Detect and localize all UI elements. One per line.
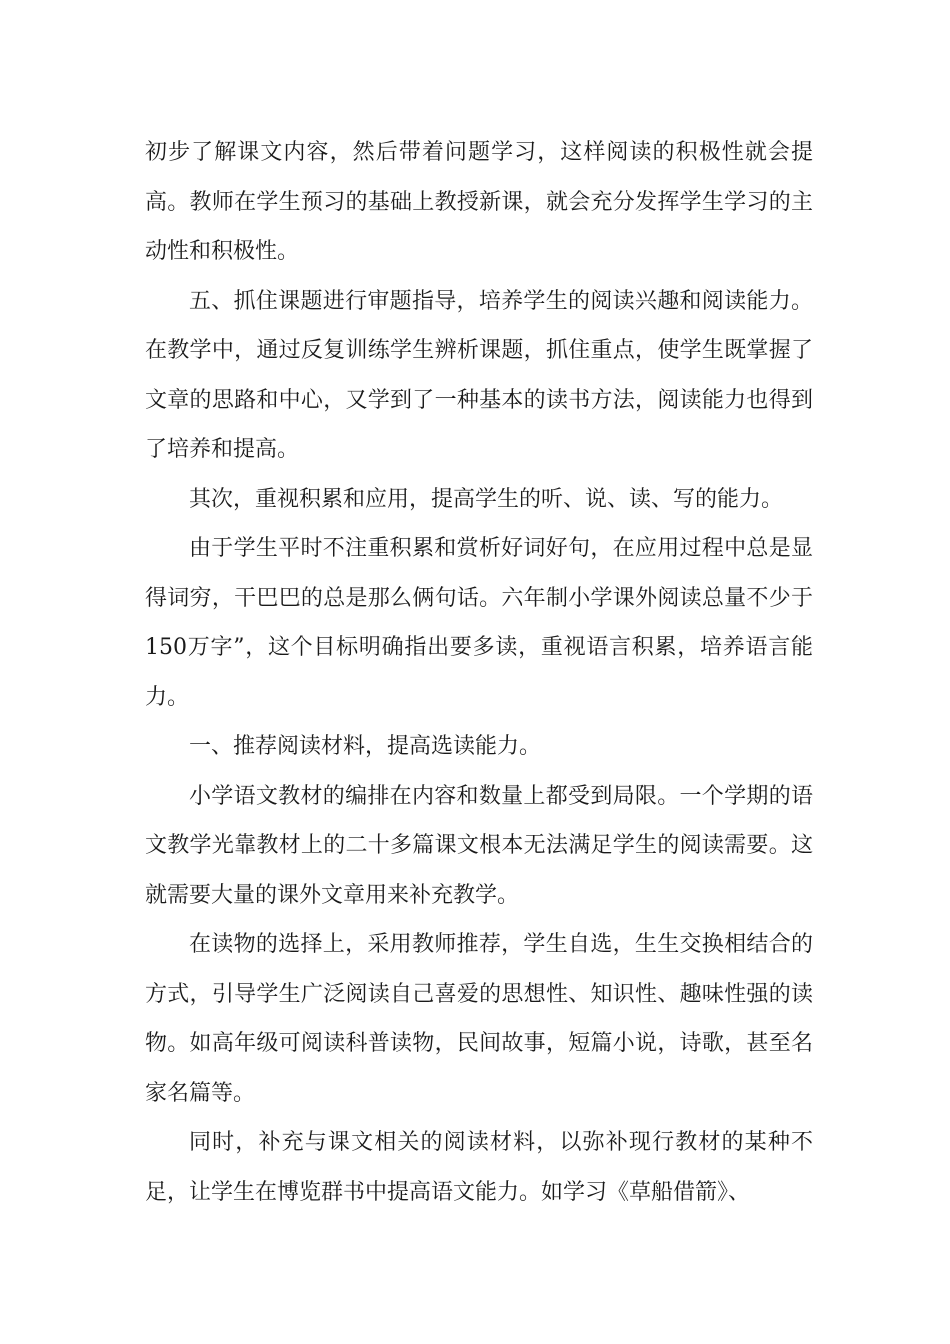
paragraph: 由于学生平时不注重积累和赏析好词好句，在应用过程中总是显得词穷，干巴巴的总是那么俩句话。六年制小学课外阅读总量不少于150万字”，这个目标明确指出要多读，重视语言积累，培养语言能力。 [145, 536, 813, 710]
paragraph: 一、推荐阅读材料，提高选读能力。 [189, 734, 542, 759]
paragraph: 五、抓住课题进行审题指导，培养学生的阅读兴趣和阅读能力。在教学中，通过反复训练学生辨析课题，抓住重点，使学生既掌握了文章的思路和中心，又学到了一种基本的读书方法，阅读能力也得到了培养和提高。 [145, 288, 813, 462]
body-text [145, 128, 813, 1217]
paragraph: 在读物的选择上，采用教师推荐，学生自选，生生交换相结合的方式，引导学生广泛阅读自己喜爱的思想性、知识性、趣味性强的读物。如高年级可阅读科普读物，民间故事，短篇小说，诗歌，甚至名家名篇等。 [145, 932, 813, 1106]
paragraph: 其次，重视积累和应用，提高学生的听、说、读、写的能力。 [189, 486, 784, 512]
paragraph: 小学语文教材的编排在内容和数量上都受到局限。一个学期的语文教学光靠教材上的二十多篇课文根本无法满足学生的阅读需要。这就需要大量的课外文章用来补充教学。 [145, 783, 813, 908]
paragraph: 同时，补充与课文相关的阅读材料，以弥补现行教材的某种不足，让学生在博览群书中提高语文能力。如学习《草船借箭》、 [145, 1130, 813, 1205]
paragraph: 初步了解课文内容，然后带着问题学习，这样阅读的积极性就会提高。教师在学生预习的基础上教授新课，就会充分发挥学生学习的主动性和积极性。 [145, 140, 813, 264]
